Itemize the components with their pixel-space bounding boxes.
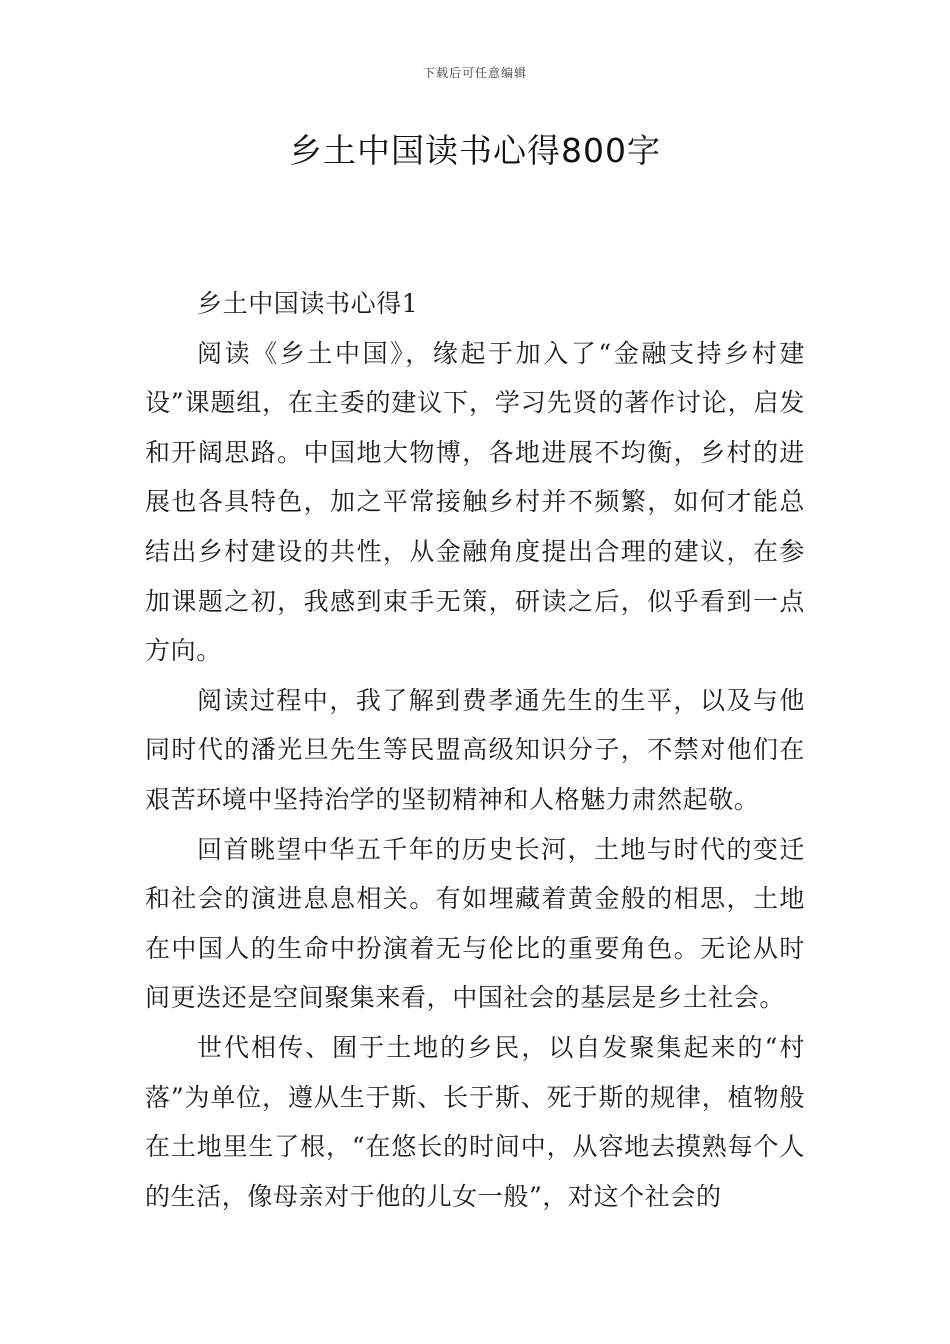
header-note: 下载后可任意编辑 xyxy=(422,66,527,80)
section-heading: 乡土中国读书心得1 xyxy=(197,289,419,318)
paragraph: 阅读《乡土中国》，缘起于加入了“金融支持乡村建设”课题组，在主委的建议下，学习先贤的著作讨论，启发和开阔思路。中国地大物博，各地进展不均衡，乡村的进展也各具特色，加之平常接触乡村并不频繁，如何才能总结出乡村建设的共性，从金融角度提出合理的建议，在参加课题之初，我感到束手无策，研读之后，似乎看到一点方向。 xyxy=(145,338,805,666)
paragraph: 阅读过程中，我了解到费孝通先生的生平，以及与他同时代的潘光旦先生等民盟高级知识分子，不禁对他们在艰苦环境中坚持治学的坚韧精神和人格魅力肃然起敬。 xyxy=(145,685,805,814)
paragraph: 世代相传、囿于土地的乡民，以自发聚集起来的“村落”为单位，遵从生于斯、长于斯、死于斯的规律，植物般在土地里生了根，“在悠长的时间中，从容地去摸熟每个人的生活，像母亲对于他的儿女一般”，对这个社会的 xyxy=(145,1032,805,1211)
document-title: 乡土中国读书心得800字 xyxy=(289,131,661,170)
document-body xyxy=(145,279,805,1221)
paragraph: 回首眺望中华五千年的历史长河，土地与时代的变迁和社会的演进息息相关。有如埋藏着黄金般的相思，土地在中国人的生命中扮演着无与伦比的重要角色。无论从时间更迭还是空间聚集来看，中国社会的基层是乡土社会。 xyxy=(145,834,805,1013)
